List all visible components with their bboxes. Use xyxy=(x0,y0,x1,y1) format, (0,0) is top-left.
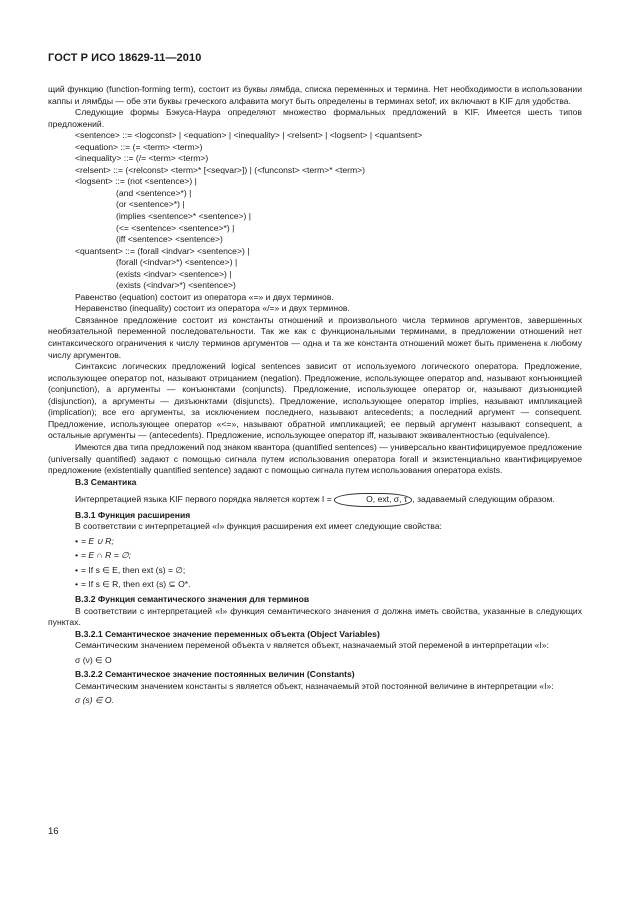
bnf-logsent: <logsent> ::= (not <sentence>) | xyxy=(75,176,197,187)
paragraph-b31: В соответствии с интерпретацией «I» функция расширения ext имеет следующие свойства: xyxy=(75,521,442,532)
bnf-logsent-reverse: (<= <sentence> <sentence>*) | xyxy=(116,222,235,233)
bnf-inequality: <inequality> ::= (/= <term> <term>) xyxy=(75,153,209,164)
bnf-logsent-implies: (implies <sentence>* <sentence>) | xyxy=(116,211,252,222)
bnf-equation: <equation> ::= (= <term> <term>) xyxy=(75,141,203,152)
formula-b322: σ (s) ∈ O. xyxy=(75,695,114,706)
paragraph-logsent: Синтаксис логических предложений logical sentences зависит от используемого логического оператора. Предложение, использующее оператор not, называют отрицанием (negation). Предложение, использующее оператор and, называют конъюнкцией (conjunction), а аргументы — конъюнктами (conjuncts). Предложение, использующее оператор or, называют дизъюнкцией (disjunction), а аргументы — дизъюнктами (disjuncts). Предложение, использующее оператор implies, называют импликацией (implication); все его аргументы, за исключением последнего, называют antecedents; а последний аргумент — consequent. Предложение, использующее оператор «<=», называют обратной импликацией; ее первый аргумент называют consequent, а остальные аргументы — (antecedents). Предложение, использующее оператор iff, называют эквивалентностью (equivalence). xyxy=(48,361,582,441)
page-number: 16 xyxy=(48,826,59,837)
bnf-logsent-iff: (iff <sentence> <sentence>) xyxy=(116,234,223,245)
paragraph-quantified: Имеются два типа предложений под знаком квантора (quantified sentences) — универсально квантифицируемое предложение (universally quantified) задают с помощью сигнала путем использования оператора forall и экзистенциально квантифицируемое предложение (existentially quantified sentence) задают с помощью сигнала путем использования оператора exists. xyxy=(48,441,582,476)
paragraph-relsent: Связанное предложение состоит из константы отношений и произвольного числа терминов аргументов, завершенных необязательной переменной последовательности. Так же как с функциональными терминами, в предложении отношений нет синтаксического ограничения к числу терминов аргументов — одна и та же константа отношений может быть применена к любому числу аргументов. xyxy=(48,314,582,360)
formula-b321: σ (ν) ∈ O xyxy=(75,654,112,665)
tuple-brackets: O, ext, σ, τ xyxy=(334,493,412,507)
heading-b321: В.3.2.1 Семантическое значение переменных объекта (Object Variables) xyxy=(75,628,380,639)
bnf-logsent-and: (and <sentence>*) | xyxy=(116,187,192,198)
paragraph-b322: Семантическим значением константы s является объект, назначаемый этой постоянной величине в интерпретации «I»: xyxy=(75,680,554,691)
paragraph-inequality: Неравенство (inequality) состоит из оператора «/=» и двух терминов. xyxy=(75,303,350,314)
property-item: • = E ∪ R; xyxy=(48,536,582,548)
property-item: • = If s ∈ E, then ext (s) = ∅; xyxy=(48,565,582,577)
bnf-quantsent-exists-list: (exists (<indvar>*) <sentence>) xyxy=(116,280,236,291)
bnf-quantsent-forall: (forall (<indvar>*) <sentence>) | xyxy=(116,257,238,268)
paragraph-equation: Равенство (equation) состоит из оператора «=» и двух терминов. xyxy=(75,291,334,302)
page-body xyxy=(48,84,582,707)
heading-b32: В.3.2 Функция семантического значения для терминов xyxy=(75,593,310,604)
paragraph-b321: Семантическим значением переменой объекта ν является объект, назначаемый этой переменой в интерпретации «I»: xyxy=(75,640,549,651)
paragraph-interpretation: Интерпретацией языка KIF первого порядка является кортеж I = O, ext, σ, τ , задаваемый следующим образом. xyxy=(48,493,582,507)
property-item: • = E ∩ R = ∅; xyxy=(48,550,582,562)
heading-b3: В.3 Семантика xyxy=(75,476,137,487)
bnf-quantsent: <quantsent> ::= (forall <indvar> <sentence>) | xyxy=(75,245,250,256)
heading-b31: В.3.1 Функция расширения xyxy=(75,509,191,520)
paragraph-bnf-intro: Следующие формы Бэкуса-Наура определяют множество формальных предложений в KIF. Имеется шесть типов предложений. xyxy=(48,107,582,129)
standard-header: ГОСТ Р ИСО 18629-11—2010 xyxy=(48,52,202,64)
bnf-sentence: <sentence> ::= <logconst> | <equation> | <inequality> | <relsent> | <logsent> | <quantsent> xyxy=(75,130,423,141)
bnf-quantsent-exists: (exists <indvar> <sentence>) | xyxy=(116,268,232,279)
paragraph-b32: В соответствии с интерпретацией «I» функция семантического значения σ должна иметь свойства, указанные в следующих пунктах. xyxy=(48,605,582,628)
paragraph-intro: щий функцию (function-forming term), состоит из буквы лямбда, списка переменных и термина. Нет необходимости в использовании каппы и лямбды — обе эти буквы греческого алфавита могут быть определены в терминах setof; их включают в KIF для удобства. xyxy=(48,84,582,106)
heading-b322: В.3.2.2 Семантическое значение постоянных величин (Constants) xyxy=(75,669,355,680)
bnf-logsent-or: (or <sentence>*) | xyxy=(116,199,185,210)
property-item: • = If s ∈ R, then ext (s) ⊆ O*. xyxy=(48,579,582,591)
bnf-relsent: <relsent> ::= (<relconst> <term>* [<seqvar>]) | (<funconst> <term>* <term>) xyxy=(75,164,366,175)
